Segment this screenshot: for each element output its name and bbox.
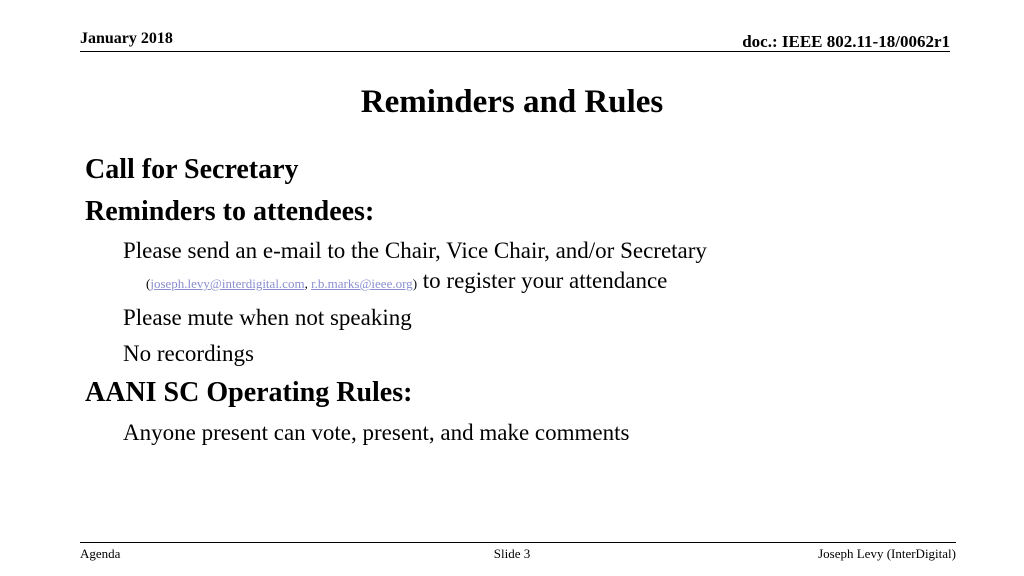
bullet-rules-item: Anyone present can vote, present, and make comments [123, 420, 630, 445]
bullet-no-recordings: No recordings [123, 341, 254, 366]
bullet-mute: Please mute when not speaking [123, 305, 412, 330]
email-link-secretary[interactable]: r.b.marks@ieee.org [311, 276, 413, 291]
header-divider [80, 51, 950, 52]
register-text: to register your attendance [417, 268, 668, 293]
paren-open: ( [146, 276, 151, 291]
footer-left: Agenda [80, 546, 121, 561]
email-link-chair[interactable]: joseph.levy@interdigital.com [150, 276, 305, 291]
bullet-rules-heading: AANI SC Operating Rules: [85, 377, 413, 408]
bullet-reminders-heading: Reminders to attendees: [85, 196, 375, 227]
footer-author: Joseph Levy (InterDigital) [818, 546, 956, 561]
bullet-call-secretary: Call for Secretary [85, 154, 299, 185]
footer-divider [80, 542, 956, 543]
email-contacts-line [146, 268, 667, 294]
footer-slide-number: Slide 3 [493, 546, 531, 561]
comma: , [304, 276, 312, 291]
header-date: January 2018 [80, 30, 173, 47]
bullet-email-line: Please send an e-mail to the Chair, Vice Chair, and/or Secretary [123, 238, 707, 263]
paren-close: ) [412, 276, 418, 291]
header-doc-id: doc.: IEEE 802.11-18/0062r1 [742, 32, 950, 51]
slide-title: Reminders and Rules [360, 84, 664, 120]
